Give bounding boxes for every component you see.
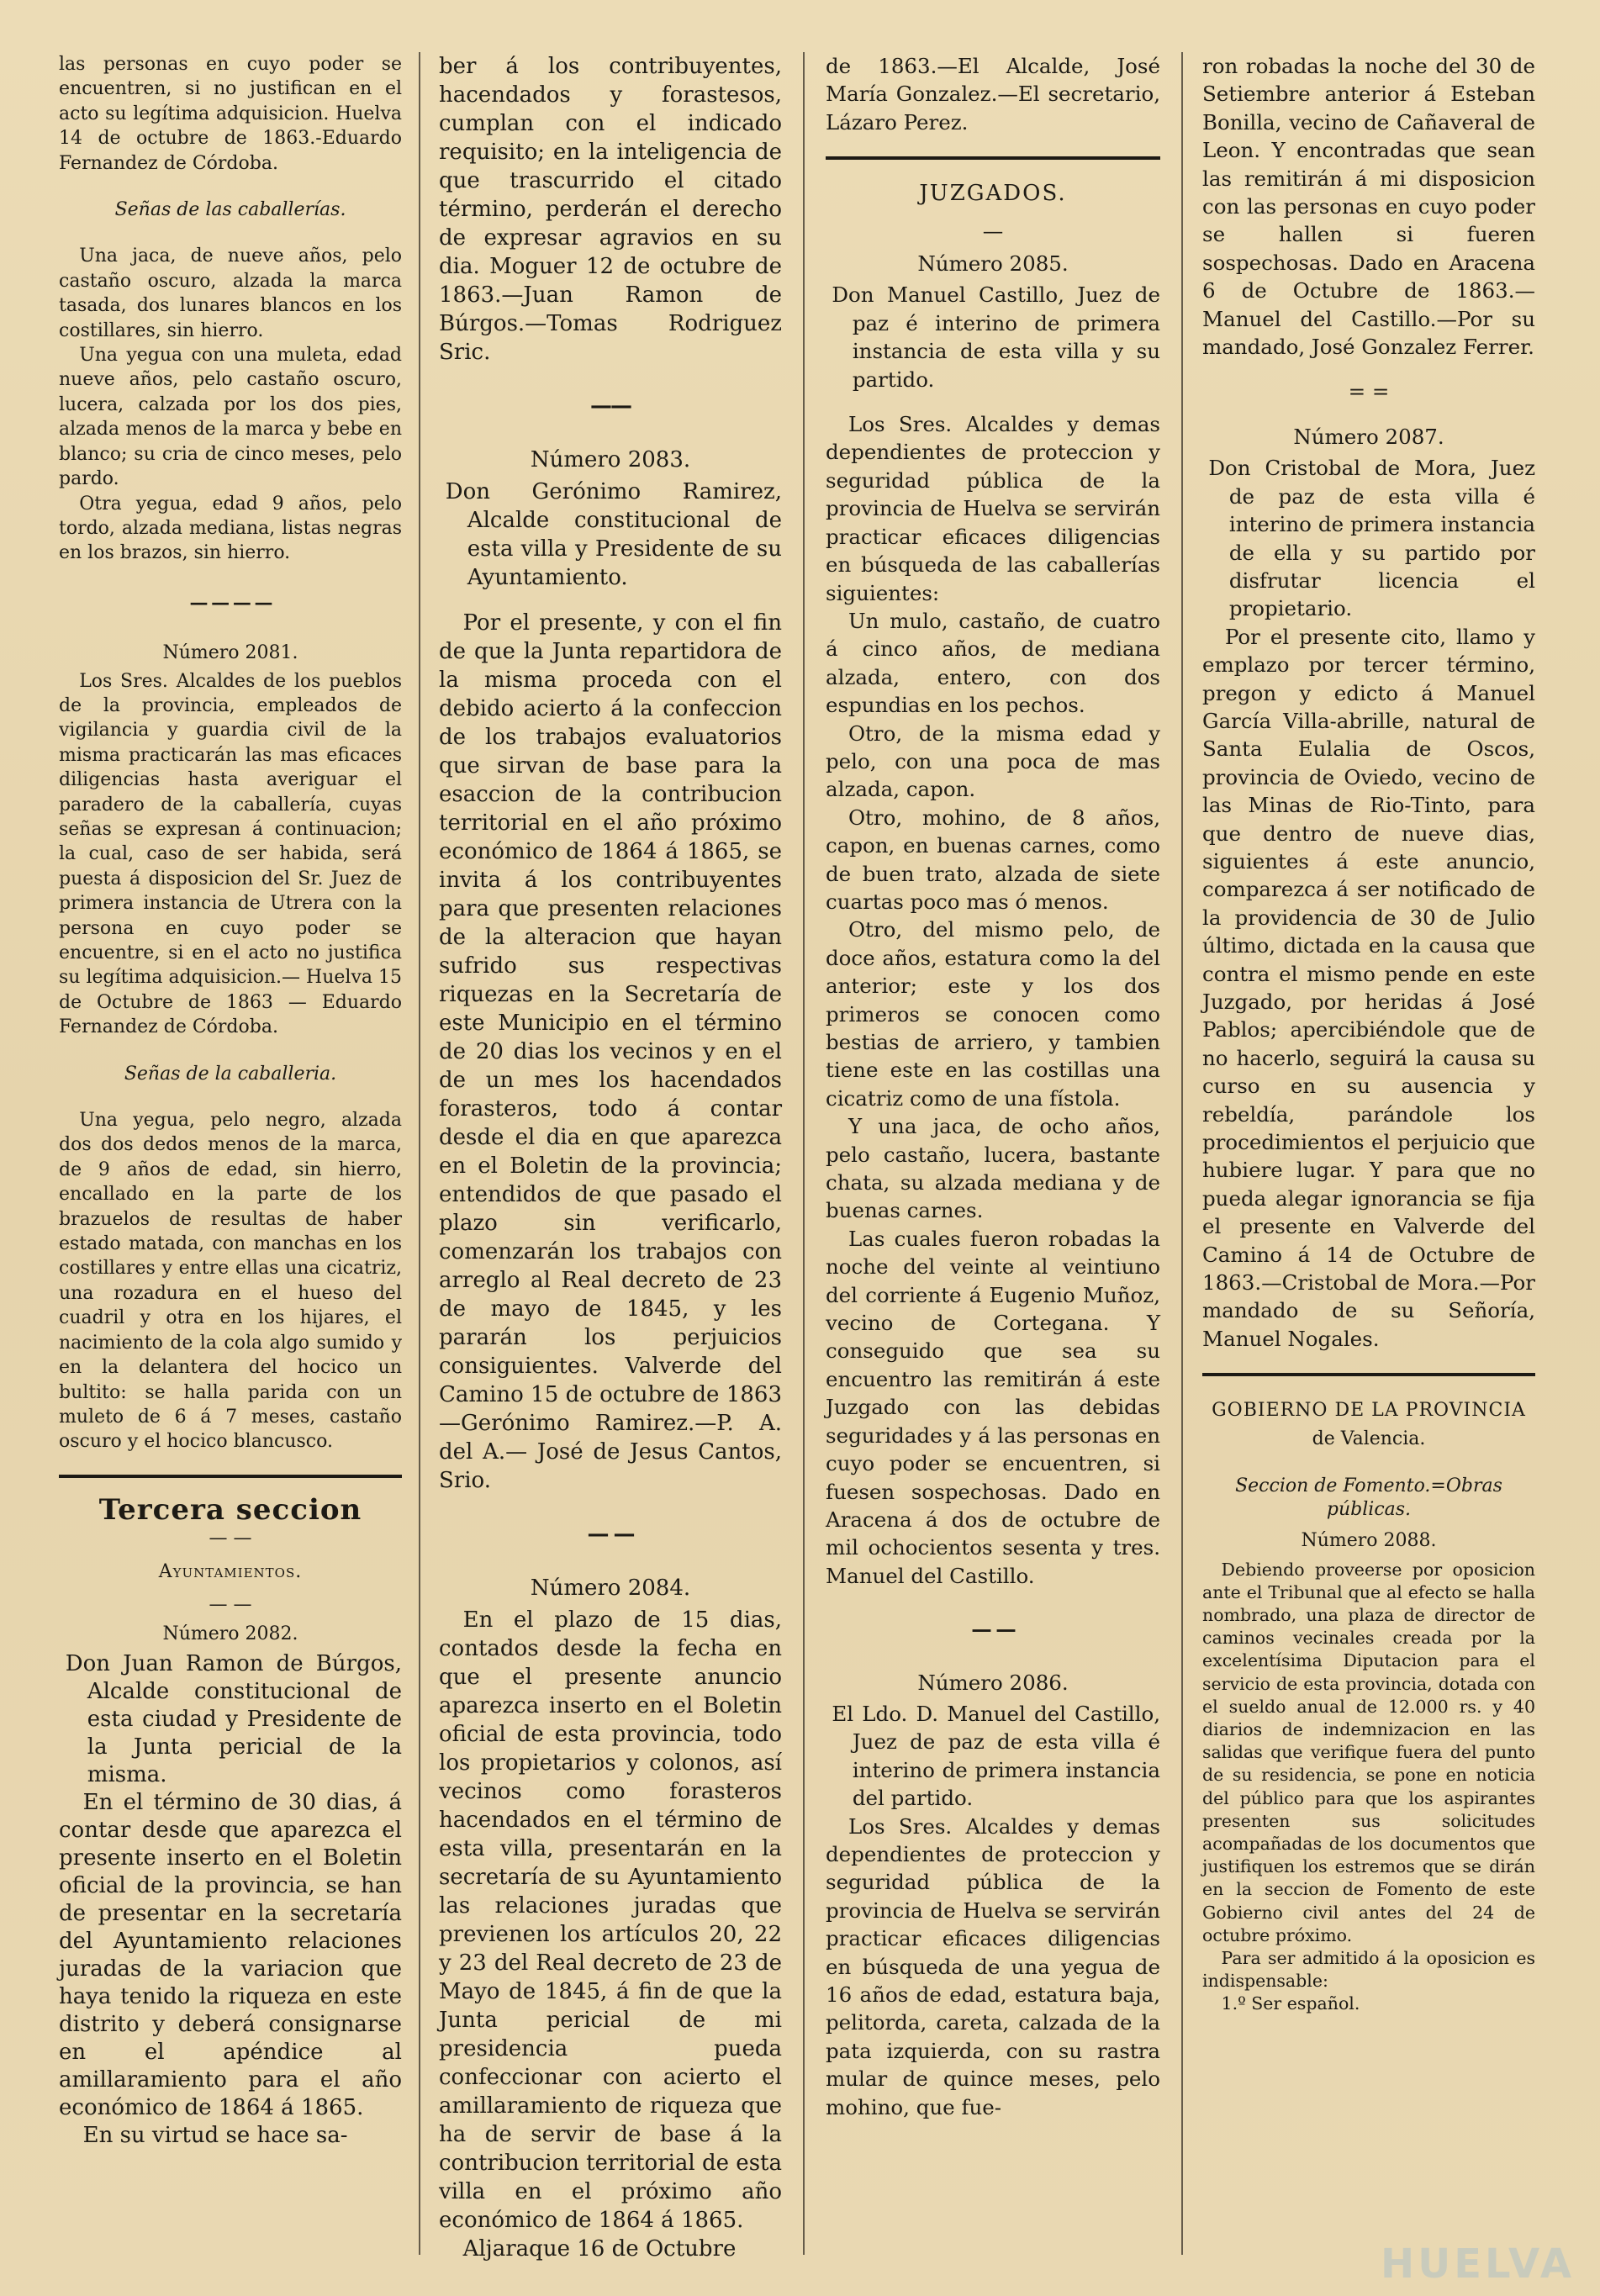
column-rule (419, 52, 420, 2255)
heading: JUZGADOS. (919, 181, 1067, 207)
notice-number: Número 2082. (162, 1623, 298, 1645)
section-rule (1202, 1373, 1535, 1376)
paragraph: Por el presente cito, llamo y emplazo por tercer término, pregon y edicto á Manuel García Villa-abrille, natural de Santa Eulalia de Oscos, provincia de Oviedo, vecino de las Minas de Rio-Tinto, para que dentro de nueve dias, siguientes á este anuncio, comparezca á ser notificado de la providencia de 30 de Julio último, dictada en la causa que contra el mismo pende en este Juzgado, por heridas á José Pablos; apercibiéndole que de no hacerlo, seguirá la causa su curso en su ausencia y rebeldía, parándole los procedimientos el perjuicio que hubiere lugar. Y para que no pueda alegar ignorancia se fija el presente en Valverde del Camino á 14 de Octubre de 1863.—Cristobal de Mora.—Por mandado de su Señoría, Manuel Nogales. (1202, 624, 1535, 1351)
paragraph: En el término de 30 dias, á contar desde que aparezca el presente inserto en el Boletin oficial de la provincia, se han de presentar en la secretaría del Ayuntamiento relaciones juradas de la variacion que haya tenido la riqueza en este distrito y deberá consignarse en el apéndice al amillaramiento para el año económico de 1864 á 1865. (59, 1789, 402, 2120)
notice-number: Número 2086. (917, 1670, 1069, 1695)
paragraph: Don Cristobal de Mora, Juez de paz de esta villa é interino de primera instancia de ella y su partido por disfrutar licencia el propietario. (1208, 456, 1535, 621)
subheading: Señas de las caballerías. (114, 199, 346, 221)
paragraph: Los Sres. Alcaldes de los pueblos de la provincia, empleados de vigilancia y guardia civil de la misma practicarán las mas eficaces diligencias hasta averiguar el paradero de la caballería, cuyas señas se expresan á continuacion; la cual, caso de ser habida, será puesta á disposicion del Sr. Juez de primera instancia de Utrera con la persona en cuyo poder se encuentre, si en el acto no justifica su legítima adquisicion.— Huelva 15 de Octubre de 1863 — Eduardo Fernandez de Córdoba. (59, 670, 402, 1038)
notice-number: Número 2084. (530, 1576, 691, 1601)
paragraph: Por el presente, y con el fin de que la Junta repartidora de la misma proceda con el debido acierto á la confeccion de los trabajos evaluatorios que sirvan de base para la esaccion de la contribucion territorial en el año próximo económico de 1864 á 1865, se invita á los contribuyentes para que presenten relaciones de la alteracion que hayan sufrido sus respectivas riquezas en la Secretaría de este Municipio en el término de 20 dias los vecinos y en el de un mes los hacendados forasteros, todo á contar desde el dia en que aparezca en el Boletin de la provincia; entendidos de que pasado el plazo sin verificarlo, comenzarán los trabajos con arreglo al Real decreto de 23 de mayo de 1845, y les pararán los perjuicios consiguientes. Valverde del Camino 15 de octubre de 1863 —Gerónimo Ramirez.—P. A. del A.— José de Jesus Cantos, Srio. (439, 610, 782, 1493)
notice-number: Número 2083. (530, 447, 691, 472)
paragraph: Don Manuel Castillo, Juez de paz é interino de primera instancia de esta villa y su partido. (832, 282, 1160, 392)
paragraph: Don Gerónimo Ramirez, Alcalde constitucional de esta villa y Presidente de su Ayuntamiento. (445, 479, 782, 590)
paragraph: Otro, del mismo pelo, de doce años, estatura como la del anterior; este y los dos primeros se conocen como bestias de arriero, y tambien tiene este en las costillas una cicatriz como de una fístola. (826, 917, 1160, 1111)
paragraph: 1.º Ser español. (1221, 1993, 1360, 2014)
paragraph: Otro, mohino, de 8 años, capon, en buenas carnes, como de buen trato, alzada de siete cuartas poco mas ó menos. (826, 805, 1160, 914)
separator: — — (209, 1593, 252, 1615)
paragraph: En su virtud se hace sa- (82, 2122, 348, 2148)
paragraph: las personas en cuyo poder se encuentren, si no justifican en el acto su legítima adquisicion. Huelva 14 de octubre de 1863.-Eduardo Fernandez de Córdoba. (59, 54, 402, 174)
paragraph: Una yegua, pelo negro, alzada dos dos dedos menos de la marca, de 9 años de edad, sin hierro, encallado en la parte de los brazuelos de resultas de haber estado matada, con manchas en los costillares y entre ellas una cicatriz, una rozadura en el hueso del cuadril y otra en los hijares, el nacimiento de la cola algo sumido y en la delantera del hocico un bultito: se halla parida con un muleto de 6 á 7 meses, castaño oscuro y el hocico blancusco. (59, 1110, 402, 1453)
paragraph: Los Sres. Alcaldes y demas dependientes de proteccion y seguridad pública de la provincia de Huelva se servirán practicar eficaces diligencias en búsqueda de una yegua de 16 años de edad, estatura baja, pelitorda, careta, calzada de la pata izquierda, con su rastra mular de quince meses, pelo mohino, que fue- (826, 1813, 1160, 2119)
separator: — — — — (189, 591, 272, 614)
column-rule (803, 52, 805, 2255)
column-1 (59, 52, 402, 2150)
paragraph: El Ldo. D. Manuel del Castillo, Juez de paz de esta villa é interino de primera instancia del partido. (832, 1701, 1160, 1811)
heading: GOBIERNO DE LA PROVINCIA (1212, 1400, 1526, 1422)
column-2 (439, 52, 782, 2263)
separator: —— (590, 393, 631, 419)
paragraph: Don Juan Ramon de Búrgos, Alcalde constitucional de esta ciudad y Presidente de la Junta pericial de la misma. (65, 1650, 402, 1787)
separator: — — (587, 1522, 634, 1547)
paragraph: Y una jaca, de ocho años, pelo castaño, lucera, bastante chata, su alzada mediana y de buenas carnes. (826, 1114, 1160, 1223)
notice-number: Número 2081. (162, 642, 298, 664)
paragraph: ron robadas la noche del 30 de Setiembre anterior á Esteban Bonilla, vecino de Cañaveral de Leon. Y encontradas que sean las remitirán á mi disposicion con las personas en cuyo poder se hallen si fueren sospechosas. Dado en Aracena 6 de Octubre de 1863.—Manuel del Castillo.—Por su mandado, José Gonzalez Ferrer. (1202, 54, 1535, 360)
paragraph: Un mulo, castaño, de cuatro á cinco años, de mediana alzada, entero, con dos espundias en los pechos. (826, 608, 1160, 718)
paragraph: En el plazo de 15 dias, contados desde la fecha en que el presente anuncio aparezca inserto en el Boletin oficial de esta provincia, todo los propietarios y colonos, así vecinos como forasteros hacendados en el término de esta villa, presentarán en la secretaría de su Ayuntamiento las relaciones juradas que previenen los artículos 20, 22 y 23 del Real decreto de 23 de Mayo de 1845, á fin de que la Junta pericial de mi presidencia pueda confeccionar con acierto el amillaramiento de riqueza que ha de servir de base á la contribucion territorial de esta villa en el próximo año económico de 1864 á 1865. (439, 1607, 782, 2233)
paragraph: Las cuales fueron robadas la noche del veinte al veintiuno del corriente á Eugenio Muñoz, vecino de Cortegana. Y conseguido que sea su encuentro las remitirán á este Juzgado con las debidas seguridades y á las personas en cuyo poder se encuentren, si fuesen sospechosas. Dado en Aracena á dos de octubre de mil ochocientos sesenta y tres. Manuel del Castillo. (826, 1226, 1160, 1588)
separator: — (982, 218, 1004, 243)
notice-number: Número 2088. (1301, 1530, 1437, 1552)
notice-number: Número 2085. (917, 251, 1069, 277)
paragraph: Otro, de la misma edad y pelo, con una poca de mas alzada, capon. (826, 720, 1160, 802)
heading: Ayuntamientos. (158, 1560, 303, 1582)
paragraph: Una yegua con una muleta, edad nueve años, pelo castaño oscuro, lucera, calzada por los dos pies, alzada menos de la marca y bebe en blanco; su cria de cinco meses, pelo pardo. (59, 345, 402, 490)
section-rule (59, 1475, 402, 1478)
heading: de Valencia. (1312, 1428, 1426, 1449)
separator: — — (209, 1528, 252, 1549)
column-4 (1202, 52, 1535, 2016)
separator: — — (971, 1617, 1015, 1642)
paragraph: ber á los contribuyentes, hacendados y forastesos, cumplan con el indicado requisito; en la inteligencia de que trascurrido el citado término, perderán el derecho de expresar agravios en su dia. Moguer 12 de octubre de 1863.—Juan Ramon de Búrgos.—Tomas Rodriguez Sric. (439, 54, 782, 365)
separator: = = (1348, 379, 1390, 404)
notice-number: Número 2087. (1293, 424, 1444, 449)
column-3 (826, 52, 1160, 2121)
paragraph: Los Sres. Alcaldes y demas dependientes de proteccion y seguridad pública de la provincia de Huelva se servirán practicar eficaces diligencias en búsqueda de las caballerías siguientes: (826, 412, 1160, 605)
paragraph: Aljaraque 16 de Octubre (462, 2236, 737, 2262)
paragraph: Para ser admitido á la oposicion es indispensable: (1202, 1947, 1535, 1992)
column-rule (1181, 52, 1183, 2255)
section-rule (826, 156, 1160, 160)
subheading: Seccion de Fomento.=Obras públicas. (1235, 1475, 1502, 1521)
subheading: Señas de la caballeria. (124, 1063, 337, 1085)
paragraph: Debiendo proveerse por oposicion ante el Tribunal que al efecto se halla nombrado, una plaza de director de caminos vecinales creada por la excelentísima Diputacion para el servicio de esta provincia, dotada con el sueldo anual de 12.000 rs. y 40 diarios de indemnizacion en las salidas que verifique fuera del punto de su residencia, se pone en noticia del público para que los aspirantes presenten sus solicitudes acompañadas de los documentos que justifiquen los estremos que se dirán en la seccion de Fomento de este Gobierno civil antes del 24 de octubre próximo. (1202, 1559, 1535, 1945)
paragraph: de 1863.—El Alcalde, José María Gonzalez.—El secretario, Lázaro Perez. (826, 54, 1160, 135)
watermark-logo: HUELVA (1381, 2241, 1575, 2288)
section-title: Tercera seccion (98, 1492, 362, 1527)
paragraph: Otra yegua, edad 9 años, pelo tordo, alzada mediana, listas negras en los brazos, sin hierro. (59, 493, 402, 564)
paragraph: Una jaca, de nueve años, pelo castaño oscuro, alzada la marca tasada, dos lunares blancos en los costillares, sin hierro. (59, 245, 402, 341)
